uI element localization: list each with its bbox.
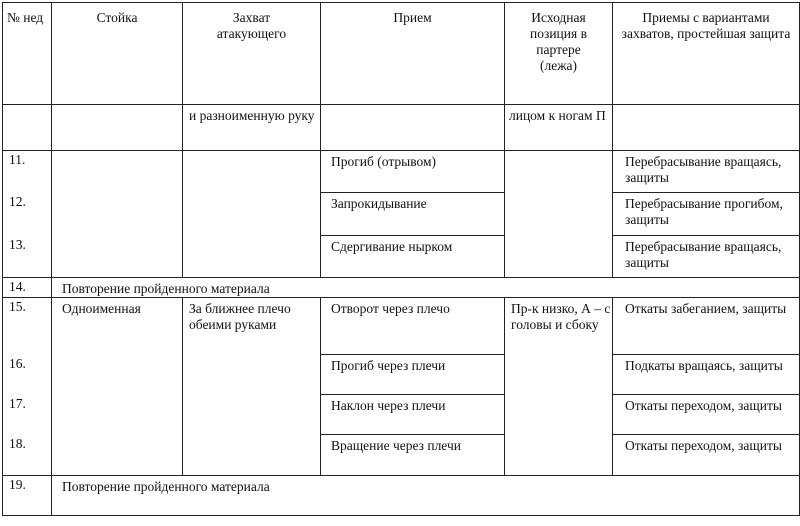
technique-cell: Прогиб (отрывом) [321, 151, 505, 193]
week-number: 19. [3, 476, 52, 516]
training-table [2, 2, 800, 516]
week-number: 18. [3, 435, 52, 476]
variants-cell: Перебрасывание вращаясь, защиты [613, 151, 800, 193]
start-position-cell: Пр-к низко, А – с головы и сбоку [505, 298, 613, 476]
header-technique: Прием [321, 3, 505, 105]
table-row [3, 298, 800, 355]
table-row [3, 151, 800, 193]
header-stance: Стойка [52, 3, 183, 105]
technique-cell: Вращение через плечи [321, 435, 505, 476]
technique-cell: Сдергивание нырком [321, 236, 505, 278]
variants-cell: Откаты забеганием, защиты [613, 298, 800, 355]
header-start-position: Исходная позиция в партере (лежа) [505, 3, 613, 105]
variants-cell: Откаты переходом, защиты [613, 395, 800, 435]
week-number: 14. [3, 278, 52, 298]
week-number: 16. [3, 355, 52, 395]
variants-cell: Перебрасывание вращаясь, защиты [613, 236, 800, 278]
week-number: 13. [3, 236, 52, 278]
table-row [3, 476, 800, 516]
week-number: 15. [3, 298, 52, 355]
table-row [3, 278, 800, 298]
table-row [3, 105, 800, 151]
start-position-cell: лицом к ногам П [505, 105, 613, 151]
week-number: 12. [3, 193, 52, 236]
technique-cell: Прогиб через плечи [321, 355, 505, 395]
variants-cell: Откаты переходом, защиты [613, 435, 800, 476]
technique-cell: Запрокидывание [321, 193, 505, 236]
header-grip: Захват атакующего [183, 3, 321, 105]
week-number: 11. [3, 151, 52, 193]
header-row [3, 3, 800, 105]
stance-cell: Одноименная [52, 298, 183, 476]
variants-cell: Подкаты вращаясь, защиты [613, 355, 800, 395]
technique-cell: Наклон через плечи [321, 395, 505, 435]
technique-cell: Отворот через плечо [321, 298, 505, 355]
week-number: 17. [3, 395, 52, 435]
review-cell: Повторение пройденного материала [52, 278, 800, 298]
header-variants: Приемы с вариантами захватов, простейшая защита [613, 3, 800, 105]
review-cell: Повторение пройденного материала [52, 476, 800, 516]
variants-cell: Перебрасывание прогибом, защиты [613, 193, 800, 236]
grip-cell: За ближнее плечо обеими руками [183, 298, 321, 476]
grip-cell: и разноименную руку [183, 105, 321, 151]
header-week: № нед [3, 3, 52, 105]
